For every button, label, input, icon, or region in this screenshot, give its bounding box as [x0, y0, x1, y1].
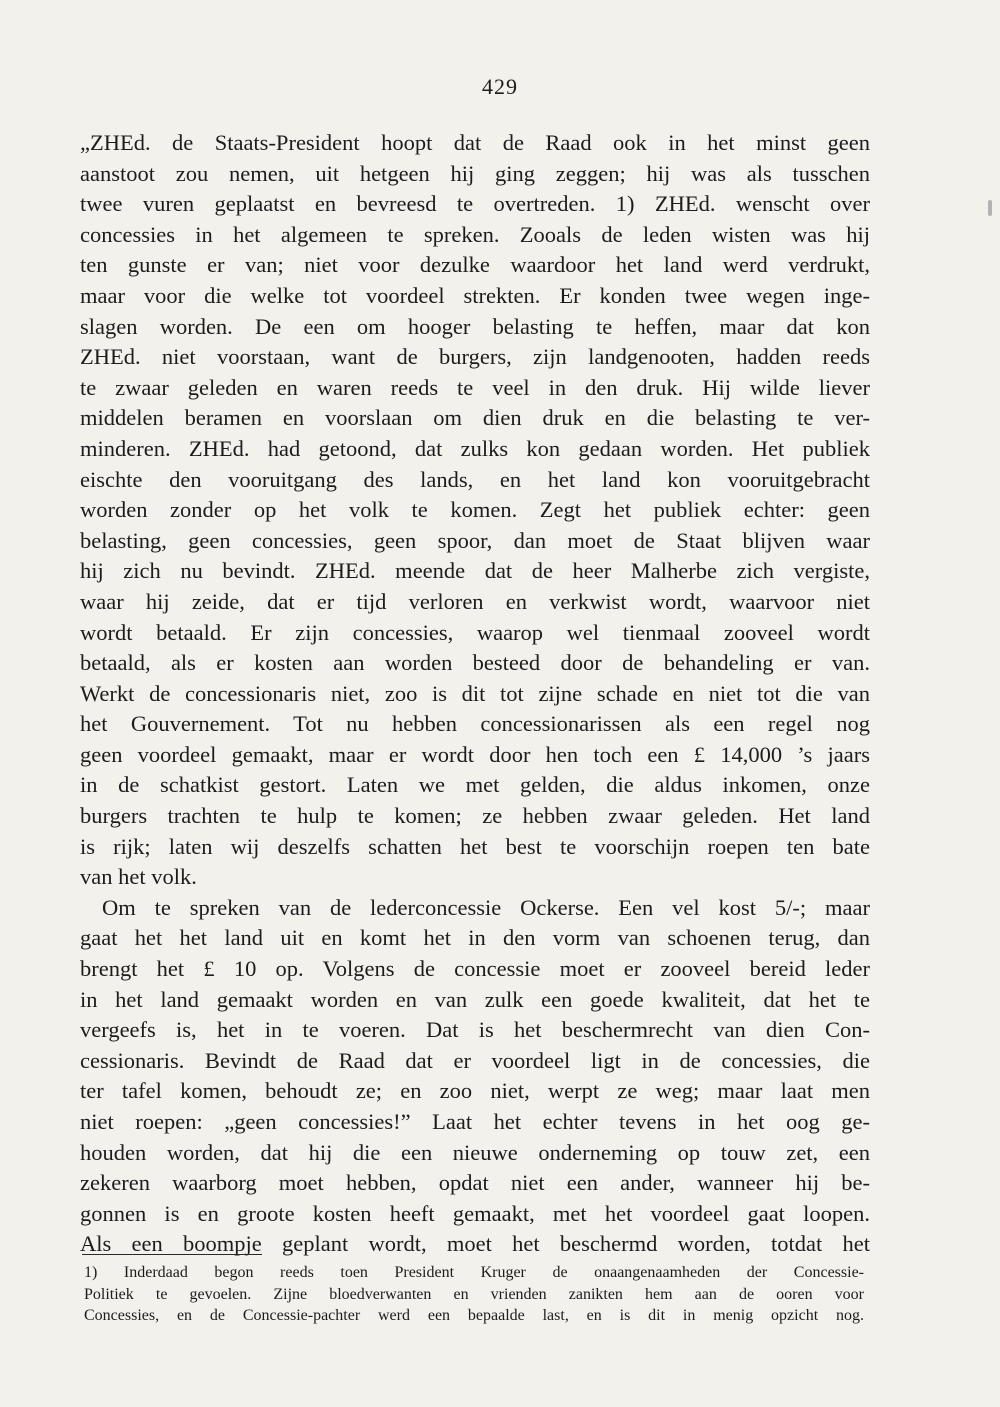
text-line: Werkt de concessionaris niet, zoo is dit tot zijne schade en niet tot die van	[80, 680, 870, 706]
footnote-divider	[82, 1254, 262, 1255]
text-line: houden worden, dat hij die een nieuwe onderneming op touw zet, een	[80, 1139, 870, 1165]
text-line: gaat het het land uit en komt het in den vorm van schoenen terug, dan	[80, 925, 870, 951]
footnote-line: Politiek te gevoelen. Zijne bloedverwanten en vrienden zanikten hem aan de ooren voor	[84, 1285, 864, 1303]
text-line: twee vuren geplaatst en bevreesd te overtreden. 1) ZHEd. wenscht over	[80, 191, 870, 217]
text-line: is rijk; laten wij deszelfs schatten het best te voorschijn roepen ten bate	[80, 833, 870, 859]
text-line: cessionaris. Bevindt de Raad dat er voordeel ligt in de concessies, die	[80, 1047, 870, 1073]
text-line: in de schatkist gestort. Laten we met gelden, die aldus inkomen, onze	[80, 772, 870, 798]
text-line: concessies in het algemeen te spreken. Zooals de leden wisten was hij	[80, 221, 870, 247]
text-line: aanstoot zou nemen, uit hetgeen hij ging zeggen; hij was als tusschen	[80, 160, 870, 186]
text-line: slagen worden. De een om hooger belasting te heffen, maar dat kon	[80, 313, 870, 339]
footnote	[84, 1262, 864, 1327]
footnote-line: Concessies, en de Concessie-pachter werd een bepaalde last, en is dit in menig opzicht nog.	[84, 1307, 864, 1324]
text-line: burgers trachten te hulp te komen; ze hebben zwaar geleden. Het land	[80, 803, 870, 829]
text-line: hij zich nu bevindt. ZHEd. meende dat de heer Malherbe zich vergiste,	[80, 558, 870, 584]
text-line: belasting, geen concessies, geen spoor, dan moet de Staat blijven waar	[80, 527, 870, 553]
text-line: ZHEd. niet voorstaan, want de burgers, zijn landgenooten, hadden reeds	[80, 344, 870, 370]
text-line: minderen. ZHEd. had getoond, dat zulks kon gedaan worden. Het publiek	[80, 435, 870, 461]
text-line: betaald, als er kosten aan worden besteed door de behandeling er van.	[80, 650, 870, 676]
text-line: van het volk.	[80, 864, 197, 890]
text-line: Als een boompje geplant wordt, moet het beschermd worden, totdat het	[80, 1231, 870, 1257]
footnote-line: 1) Inderdaad begon reeds toen President Kruger de onaangenaamheden der Concessie-	[84, 1264, 864, 1281]
text-line: ten gunste er van; niet voor dezulke waardoor het land werd verdrukt,	[80, 252, 870, 278]
text-line: geen voordeel gemaakt, maar er wordt door hen toch een £ 14,000 ’s jaars	[80, 741, 870, 767]
text-line: niet roepen: „geen concessies!” Laat het echter tevens in het oog ge-	[80, 1109, 870, 1134]
text-line: te zwaar geleden en waren reeds te veel in den druk. Hij wilde liever	[80, 374, 870, 400]
body-text	[80, 128, 870, 1260]
text-line: zekeren waarborg moet hebben, opdat niet een ander, wanneer hij be-	[80, 1170, 870, 1196]
scan-speck	[988, 200, 992, 216]
text-line: in het land gemaakt worden en van zulk een goede kwaliteit, dat het te	[80, 986, 870, 1012]
text-line: brengt het £ 10 op. Volgens de concessie moet er zooveel bereid leder	[80, 956, 870, 982]
text-line: eischte den vooruitgang des lands, en het land kon vooruitgebracht	[80, 466, 870, 492]
text-line: vergeefs is, het in te voeren. Dat is het beschermrecht van dien Con-	[80, 1017, 870, 1043]
text-line: middelen beramen en voorslaan om dien druk en die belasting te ver-	[80, 405, 870, 431]
text-line: ter tafel komen, behoudt ze; en zoo niet, werpt ze weg; maar laat men	[80, 1078, 870, 1104]
text-line: het Gouvernement. Tot nu hebben concessionarissen als een regel nog	[80, 711, 870, 737]
page-number: 429	[482, 74, 518, 99]
text-line: waar hij zeide, dat er tijd verloren en verkwist wordt, waarvoor niet	[80, 588, 870, 614]
text-line: Om te spreken van de lederconcessie Ockerse. Een vel kost 5/-; maar	[102, 894, 870, 920]
text-line: gonnen is en groote kosten heeft gemaakt, met het voordeel gaat loopen.	[80, 1200, 870, 1226]
text-line: „ZHEd. de Staats-President hoopt dat de Raad ook in het minst geen	[80, 130, 870, 155]
text-line: wordt betaald. Er zijn concessies, waarop wel tienmaal zooveel wordt	[80, 619, 870, 645]
text-line: maar voor die welke tot voordeel strekten. Er konden twee wegen inge-	[80, 282, 870, 308]
text-line: worden zonder op het volk te komen. Zegt het publiek echter: geen	[80, 497, 870, 523]
